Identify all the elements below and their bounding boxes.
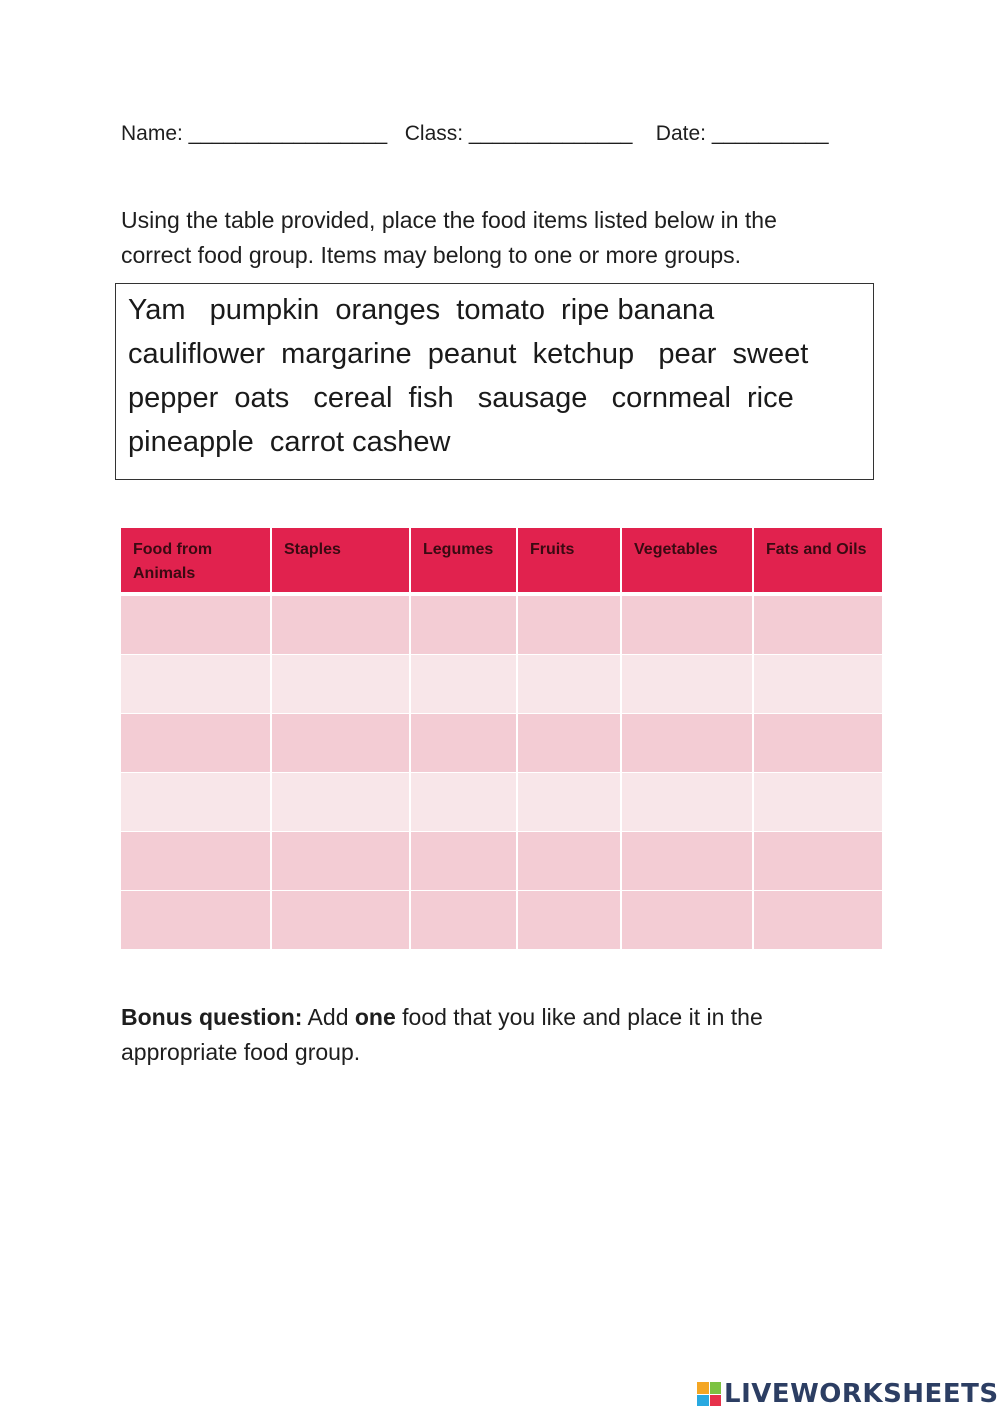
answer-cell[interactable]: [121, 891, 271, 950]
answer-cell[interactable]: [517, 594, 621, 655]
liveworksheets-logo: [697, 1377, 999, 1411]
food-group-table: [121, 528, 882, 950]
answer-cell[interactable]: [121, 773, 271, 832]
answer-cell[interactable]: [621, 891, 753, 950]
answer-cell[interactable]: [271, 714, 410, 773]
answer-cell[interactable]: [517, 832, 621, 891]
answer-cell[interactable]: [517, 773, 621, 832]
answer-cell[interactable]: [271, 655, 410, 714]
table-row: [121, 594, 882, 655]
header-fats-and-oils: Fats and Oils: [753, 528, 882, 594]
bonus-line-2: appropriate food group.: [121, 1039, 361, 1065]
answer-cell[interactable]: [621, 714, 753, 773]
word-bank-line: pepper oats cereal fish sausage cornmeal rice: [128, 382, 794, 414]
bonus-text-after: food that you like and place it in the: [395, 1004, 763, 1030]
answer-cell[interactable]: [621, 655, 753, 714]
answer-cell[interactable]: [621, 594, 753, 655]
answer-cell[interactable]: [410, 891, 517, 950]
table-row: [121, 891, 882, 950]
answer-cell[interactable]: [271, 594, 410, 655]
answer-cell[interactable]: [621, 773, 753, 832]
answer-cell[interactable]: [410, 714, 517, 773]
answer-cell[interactable]: [271, 832, 410, 891]
table-row: [121, 832, 882, 891]
answer-cell[interactable]: [753, 891, 882, 950]
answer-cell[interactable]: [621, 832, 753, 891]
answer-cell[interactable]: [410, 655, 517, 714]
table-row: [121, 773, 882, 832]
answer-cell[interactable]: [121, 594, 271, 655]
header-vegetables: Vegetables: [621, 528, 753, 594]
bonus-emphasis: one: [354, 1004, 396, 1030]
bonus-line-1: [121, 1000, 881, 1035]
logo-text: LIVEWORKSHEETS: [724, 1379, 999, 1409]
header-legumes: Legumes: [410, 528, 517, 594]
table-row: [121, 714, 882, 773]
answer-cell[interactable]: [753, 773, 882, 832]
header-food-from-animals: Food from Animals: [121, 528, 271, 594]
table-header-row: [121, 528, 882, 594]
bonus-label: Bonus question:: [121, 1004, 303, 1030]
answer-cell[interactable]: [517, 714, 621, 773]
header-staples: Staples: [271, 528, 410, 594]
instructions-line-2: correct food group. Items may belong to one or more groups.: [121, 242, 742, 268]
answer-cell[interactable]: [517, 891, 621, 950]
name-field[interactable]: Name: _________________: [121, 122, 388, 145]
answer-cell[interactable]: [410, 832, 517, 891]
bonus-question: [121, 1000, 881, 1070]
answer-cell[interactable]: [753, 594, 882, 655]
answer-cell[interactable]: [410, 594, 517, 655]
answer-cell[interactable]: [271, 773, 410, 832]
class-field[interactable]: Class: ______________: [404, 122, 633, 145]
answer-cell[interactable]: [753, 655, 882, 714]
answer-cell[interactable]: [121, 655, 271, 714]
word-bank-line: cauliflower margarine peanut ketchup pear sweet: [128, 338, 809, 370]
liveworksheets-icon: [697, 1382, 721, 1406]
word-bank-line: pineapple carrot cashew: [128, 426, 451, 458]
word-bank-line: Yam pumpkin oranges tomato ripe banana: [128, 294, 715, 326]
table-row: [121, 655, 882, 714]
answer-cell[interactable]: [271, 891, 410, 950]
answer-cell[interactable]: [410, 773, 517, 832]
answer-cell[interactable]: [121, 714, 271, 773]
instructions-line-1: Using the table provided, place the food items listed below in the: [121, 207, 777, 233]
answer-cell[interactable]: [753, 832, 882, 891]
answer-cell[interactable]: [121, 832, 271, 891]
instructions: [121, 203, 881, 273]
answer-cell[interactable]: [753, 714, 882, 773]
date-field[interactable]: Date: __________: [655, 122, 829, 145]
student-info-line: [121, 122, 829, 146]
header-fruits: Fruits: [517, 528, 621, 594]
word-bank: [115, 283, 874, 480]
answer-cell[interactable]: [517, 655, 621, 714]
bonus-text-before: Add: [302, 1004, 355, 1030]
